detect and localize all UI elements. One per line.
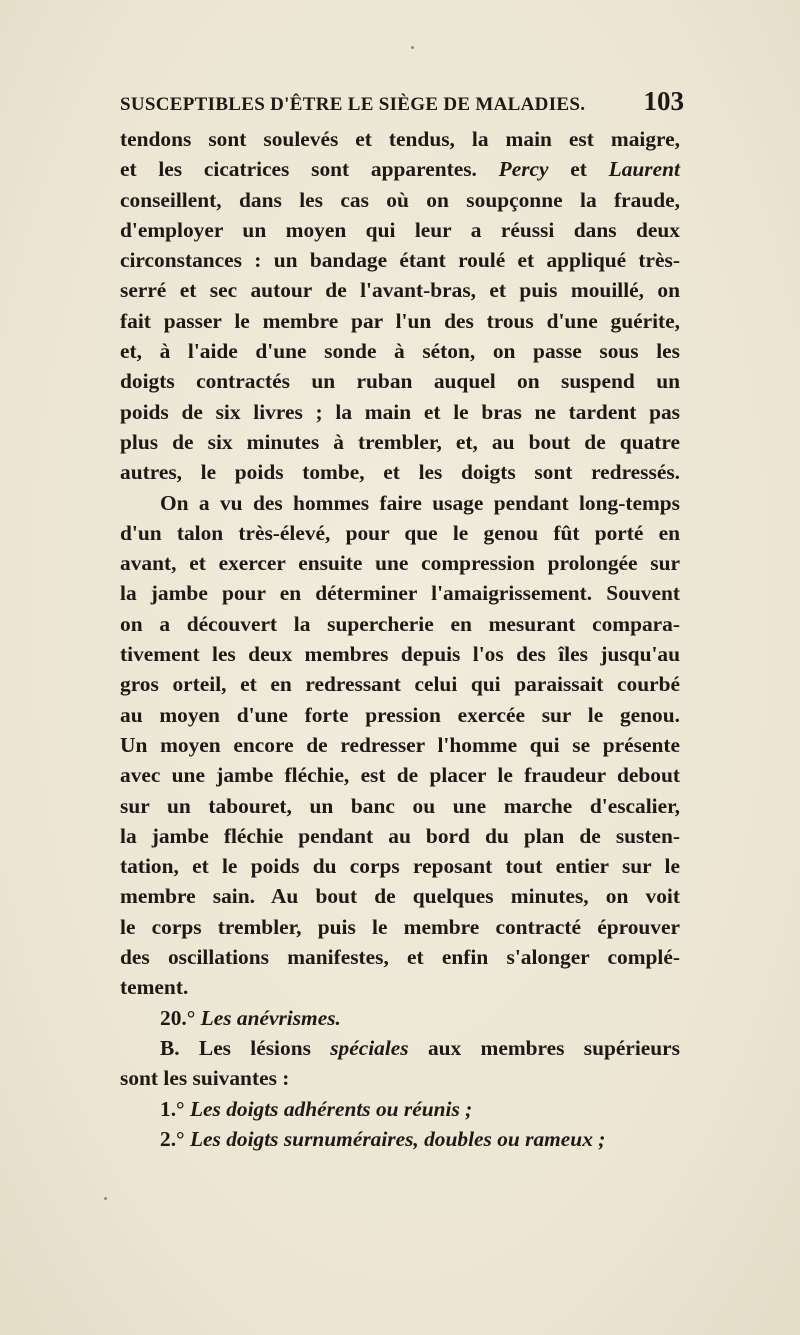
- text-line: circonstances : un bandage étant roulé et appliqué très-: [120, 248, 680, 273]
- section-heading-b: B. Les lésions spéciales aux membres supérieurs: [160, 1035, 681, 1060]
- text-line: plus de six minutes à trembler, et, au bout de quatre: [120, 429, 680, 454]
- list-item-1: 1.° Les doigts adhérents ou réunis ;: [160, 1096, 473, 1121]
- text-line: le corps trembler, puis le membre contracté éprouver: [120, 914, 680, 939]
- text-line: des oscillations manifestes, et enfin s'alonger complé-: [120, 945, 680, 970]
- text-line: autres, le poids tombe, et les doigts sont redressés.: [120, 460, 680, 485]
- text-line: tation, et le poids du corps reposant tout entier sur le: [120, 854, 680, 879]
- text-line: serré et sec autour de l'avant-bras, et puis mouillé, on: [120, 278, 680, 303]
- text-line: et les cicatrices sont apparentes. Percy et Laurent: [120, 157, 680, 182]
- text-line: doigts contractés un ruban auquel on suspend un: [120, 369, 680, 394]
- text-line: au moyen d'une forte pression exercée sur le genou.: [120, 702, 680, 727]
- text-line: et, à l'aide d'une sonde à séton, on passe sous les: [120, 339, 680, 364]
- paper-speck: [104, 1197, 107, 1200]
- text-line: On a vu des hommes faire usage pendant long-temps: [160, 490, 680, 515]
- page-number: 103: [643, 86, 684, 116]
- body-text: [120, 124, 680, 1154]
- list-item-2: 2.° Les doigts surnuméraires, doubles ou rameux ;: [160, 1126, 606, 1151]
- author-name-laurent: Laurent: [608, 157, 680, 182]
- text-line: sur un tabouret, un banc ou une marche d'escalier,: [120, 793, 680, 818]
- text-line: avec une jambe fléchie, est de placer le fraudeur debout: [120, 763, 680, 788]
- text-line: conseillent, dans les cas où on soupçonne la fraude,: [120, 187, 680, 212]
- page-header: [120, 86, 684, 122]
- text-line: la jambe pour en déterminer l'amaigrissement. Souvent: [120, 581, 680, 606]
- text-line: fait passer le membre par l'un des trous d'une guérite,: [120, 308, 680, 333]
- section-heading-aneurysms: 20.° Les anévrismes.: [160, 1005, 341, 1030]
- text-line: tivement les deux membres depuis l'os des îles jusqu'au: [120, 642, 680, 667]
- text-line: d'un talon très-élevé, pour que le genou fût porté en: [120, 520, 680, 545]
- running-title: SUSCEPTIBLES D'ÊTRE LE SIÈGE DE MALADIES.: [120, 94, 586, 115]
- text-line: on a découvert la supercherie en mesurant compara-: [120, 611, 680, 636]
- text-line: d'employer un moyen qui leur a réussi dans deux: [120, 217, 680, 242]
- text-line: avant, et exercer ensuite une compression prolongée sur: [120, 551, 680, 576]
- text-line: membre sain. Au bout de quelques minutes, on voit: [120, 884, 680, 909]
- text-line: sont les suivantes :: [120, 1066, 290, 1091]
- paper-speck: [411, 46, 414, 49]
- text-line: gros orteil, et en redressant celui qui paraissait courbé: [120, 672, 680, 697]
- text-line: Un moyen encore de redresser l'homme qui se présente: [120, 732, 680, 757]
- text-line: tendons sont soulevés et tendus, la main est maigre,: [120, 127, 680, 151]
- text-line: poids de six livres ; la main et le bras ne tardent pas: [120, 399, 680, 424]
- author-name-percy: Percy: [498, 157, 549, 182]
- text-line: tement.: [120, 975, 189, 1000]
- text-line: la jambe fléchie pendant au bord du plan de susten-: [120, 823, 680, 848]
